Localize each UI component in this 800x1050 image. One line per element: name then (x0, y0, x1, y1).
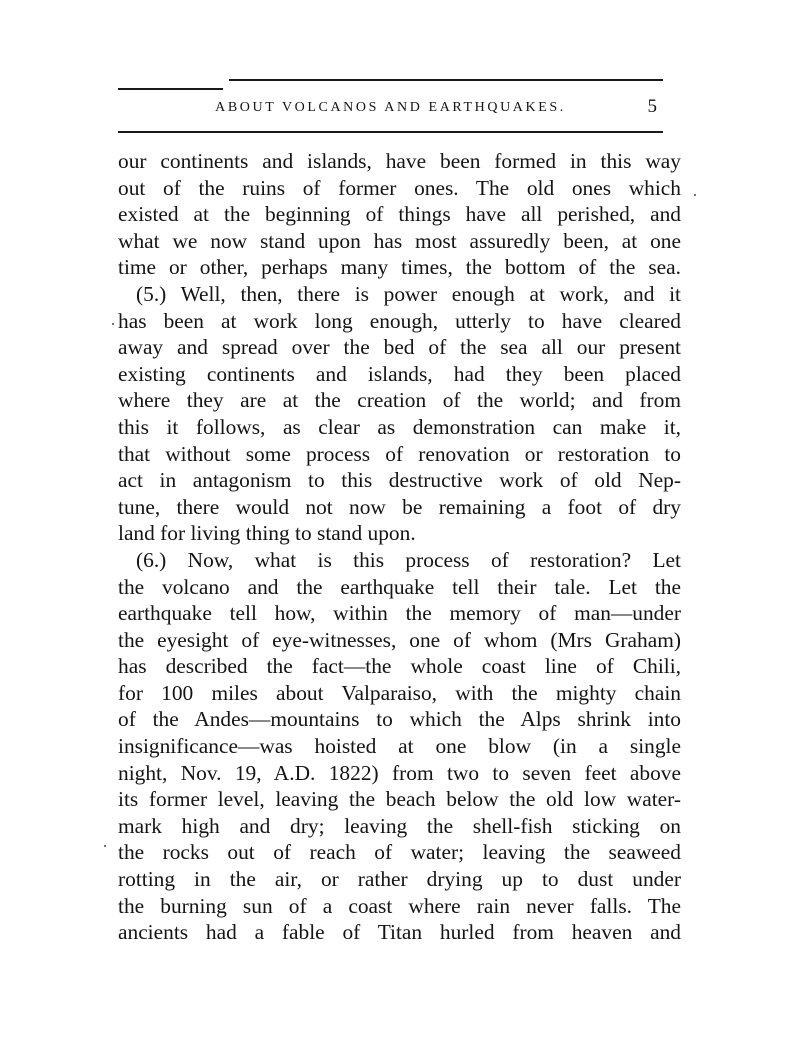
speck-mark (694, 194, 696, 196)
text-line: of the Andes—mountains to which the Alps shrink into (118, 707, 681, 732)
text-line: for 100 miles about Valparaiso, with the mighty chain (118, 680, 681, 705)
text-line: what we now stand upon has most assuredly been, at one (118, 228, 681, 253)
text-line: this it follows, as clear as demonstration can make it, (118, 414, 681, 439)
text-line: that without some process of renovation or restoration to (118, 441, 681, 466)
text-line: out of the ruins of former ones. The old ones which (118, 175, 681, 200)
running-header (118, 96, 663, 124)
header-rule-top (229, 79, 663, 81)
speck-mark (112, 323, 114, 325)
text-line: earthquake tell how, within the memory of man—under (118, 601, 681, 626)
text-line: rotting in the air, or rather drying up to dust under (118, 867, 681, 892)
header-rule-bottom (118, 131, 663, 133)
text-line: has been at work long enough, utterly to have cleared (118, 308, 681, 333)
speck-mark (104, 845, 106, 847)
body-text (118, 148, 681, 946)
text-line: away and spread over the bed of the sea all our present (118, 335, 681, 360)
header-rule-top-short (118, 88, 223, 90)
text-line: act in antagonism to this destructive work of old Nep- (118, 468, 681, 493)
text-line: (5.) Well, then, there is power enough at work, and it (136, 281, 681, 306)
text-line: the eyesight of eye-witnesses, one of whom (Mrs Graham) (118, 627, 681, 652)
text-line: the burning sun of a coast where rain never falls. The (118, 893, 681, 918)
text-line: the volcano and the earthquake tell their tale. Let the (118, 574, 681, 599)
text-line: tune, there would not now be remaining a foot of dry (118, 494, 681, 519)
text-line: time or other, perhaps many times, the bottom of the sea. (118, 255, 681, 280)
text-line: mark high and dry; leaving the shell-fish sticking on (118, 813, 681, 838)
text-line: our continents and islands, have been formed in this way (118, 149, 681, 173)
running-title: ABOUT VOLCANOS AND EARTHQUAKES. (215, 100, 566, 115)
text-line: has described the fact—the whole coast line of Chili, (118, 654, 681, 679)
text-line: land for living thing to stand upon. (118, 521, 416, 546)
text-line: existed at the beginning of things have all perished, and (118, 202, 681, 227)
text-line: the rocks out of reach of water; leaving the seaweed (118, 840, 681, 865)
text-line: existing continents and islands, had they been placed (118, 361, 681, 386)
text-line: night, Nov. 19, A.D. 1822) from two to seven feet above (118, 760, 681, 785)
text-line: where they are at the creation of the world; and from (118, 388, 681, 413)
page-number: 5 (647, 96, 657, 117)
text-line: its former level, leaving the beach below the old low water- (118, 787, 681, 812)
text-line: insignificance—was hoisted at one blow (in a single (118, 734, 681, 759)
text-line: (6.) Now, what is this process of restoration? Let (136, 547, 681, 572)
text-line: ancients had a fable of Titan hurled from heaven and (118, 920, 681, 945)
